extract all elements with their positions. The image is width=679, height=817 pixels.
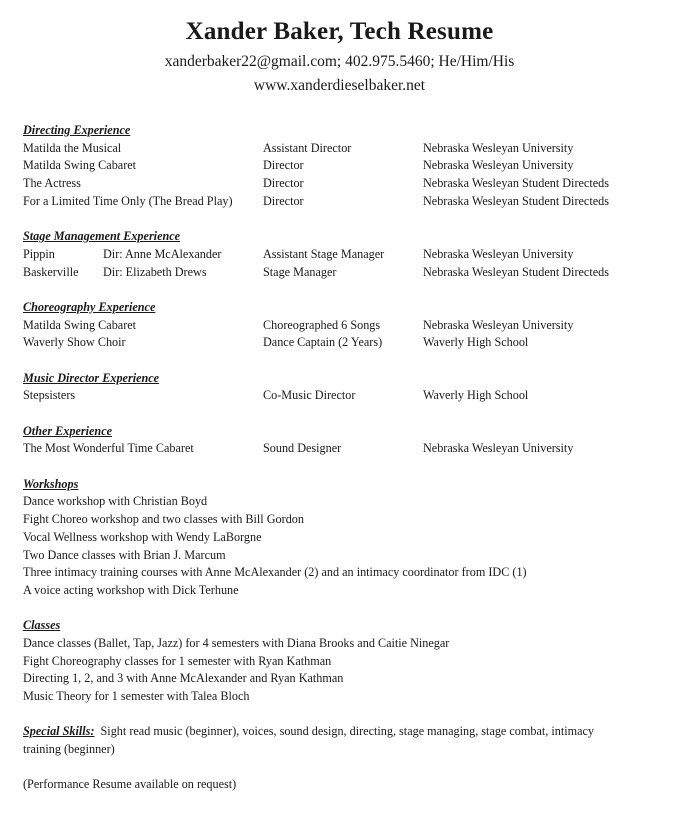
credit-row	[23, 334, 643, 352]
credit-role: Sound Designer	[263, 441, 342, 456]
credit-title: Matilda Swing Cabaret	[23, 158, 137, 173]
section-heading: Directing Experience	[23, 123, 131, 137]
spacer	[23, 281, 643, 299]
spacer	[23, 210, 643, 228]
class-item: Music Theory for 1 semester with Talea Bloch	[23, 689, 250, 703]
credit-venue: Nebraska Wesleyan Student Directeds	[423, 193, 609, 208]
section-heading: Other Experience	[23, 423, 113, 438]
credit-role: Assistant Director	[263, 140, 352, 155]
credit-title: For a Limited Time Only (The Bread Play)	[23, 193, 233, 208]
list-item	[23, 688, 643, 706]
section-choreography	[23, 299, 643, 317]
list-item	[23, 511, 643, 529]
credit-title: Matilda the Musical	[23, 140, 122, 155]
credit-venue: Nebraska Wesleyan University	[423, 158, 574, 173]
section-directing	[23, 122, 643, 140]
credit-venue: Nebraska Wesleyan Student Directeds	[423, 264, 609, 279]
website-link[interactable]: www.xanderdieselbaker.net	[253, 77, 426, 94]
spacer	[23, 759, 643, 777]
credit-venue: Nebraska Wesleyan University	[423, 441, 574, 456]
credit-venue: Waverly High School	[423, 388, 529, 403]
class-item: Dance classes (Ballet, Tap, Jazz) for 4 semesters with Diana Brooks and Caitie Ninegar	[23, 635, 450, 650]
section-stage-management	[23, 228, 643, 246]
footer-note-row	[23, 776, 643, 794]
credit-title: Matilda Swing Cabaret	[23, 317, 137, 332]
class-item: Directing 1, 2, and 3 with Anne McAlexander and Ryan Kathman	[23, 671, 344, 686]
section-heading: Classes	[23, 618, 61, 633]
credit-title: Waverly Show Choir	[23, 335, 126, 350]
spacer	[23, 706, 643, 724]
credit-director: Dir: Anne McAlexander	[103, 246, 222, 261]
credit-row	[23, 140, 643, 158]
credit-row	[23, 264, 643, 282]
spacer	[23, 600, 643, 618]
footer-note: (Performance Resume available on request)	[23, 777, 237, 792]
credit-row	[23, 317, 643, 335]
credit-role: Stage Manager	[263, 264, 337, 279]
list-item	[23, 547, 643, 565]
list-item	[23, 635, 643, 653]
list-item	[23, 493, 643, 511]
credit-row	[23, 387, 643, 405]
spacer	[23, 352, 643, 370]
credit-role: Director	[263, 176, 304, 191]
workshop-item: A voice acting workshop with Dick Terhune	[23, 582, 239, 597]
section-heading: Workshops	[23, 476, 79, 491]
credit-row	[23, 246, 643, 264]
spacer	[23, 405, 643, 423]
credit-role: Assistant Stage Manager	[263, 246, 385, 261]
section-heading: Choreography Experience	[23, 299, 156, 314]
credit-venue: Nebraska Wesleyan Student Directeds	[423, 176, 609, 191]
credit-row	[23, 175, 643, 193]
credit-director: Dir: Elizabeth Drews	[103, 264, 207, 279]
list-item	[23, 529, 643, 547]
credit-row	[23, 157, 643, 175]
credit-row	[23, 440, 643, 458]
credit-title: Stepsisters	[23, 388, 76, 403]
spacer	[23, 458, 643, 476]
section-music-director	[23, 370, 643, 388]
credit-role: Choreographed 6 Songs	[263, 317, 381, 332]
credit-role: Dance Captain (2 Years)	[263, 335, 383, 350]
section-heading: Stage Management Experience	[23, 229, 181, 244]
credit-row	[23, 193, 643, 211]
workshop-item: Dance workshop with Christian Boyd	[23, 494, 208, 509]
contact-line: xanderbaker22@gmail.com; 402.975.5460; He/Him/His	[164, 53, 515, 70]
list-item	[23, 670, 643, 688]
list-item	[23, 564, 643, 582]
section-other	[23, 423, 643, 441]
section-workshops	[23, 476, 643, 494]
special-skills-text: Sight read music (beginner), voices, sound design, directing, stage managing, stage combat, intimacy training (beginner)	[23, 724, 595, 757]
list-item	[23, 582, 643, 600]
credit-venue: Nebraska Wesleyan University	[423, 246, 574, 261]
workshop-item: Vocal Wellness workshop with Wendy LaBorgne	[23, 529, 262, 544]
class-item: Fight Choreography classes for 1 semester with Ryan Kathman	[23, 653, 332, 668]
workshop-item: Two Dance classes with Brian J. Marcum	[23, 547, 226, 562]
resume-body	[23, 122, 643, 794]
workshop-item: Fight Choreo workshop and two classes with Bill Gordon	[23, 512, 304, 527]
section-heading: Music Director Experience	[23, 370, 160, 385]
resume-title: Xander Baker, Tech Resume	[185, 18, 494, 45]
credit-title: Pippin	[23, 246, 55, 261]
credit-title: The Most Wonderful Time Cabaret	[23, 441, 194, 456]
credit-venue: Waverly High School	[423, 335, 529, 350]
credit-role: Co-Music Director	[263, 388, 356, 403]
credit-title: Baskerville	[23, 264, 79, 279]
special-skills	[23, 723, 623, 758]
credit-role: Director	[263, 193, 304, 208]
credit-role: Director	[263, 158, 304, 173]
credit-venue: Nebraska Wesleyan University	[423, 317, 574, 332]
list-item	[23, 653, 643, 671]
section-heading: Special Skills:	[23, 724, 95, 739]
credit-venue: Nebraska Wesleyan University	[423, 140, 574, 155]
workshop-item: Three intimacy training courses with Anne McAlexander (2) and an intimacy coordinator from IDC (1)	[23, 565, 527, 580]
credit-title: The Actress	[23, 176, 81, 191]
section-classes	[23, 617, 643, 635]
